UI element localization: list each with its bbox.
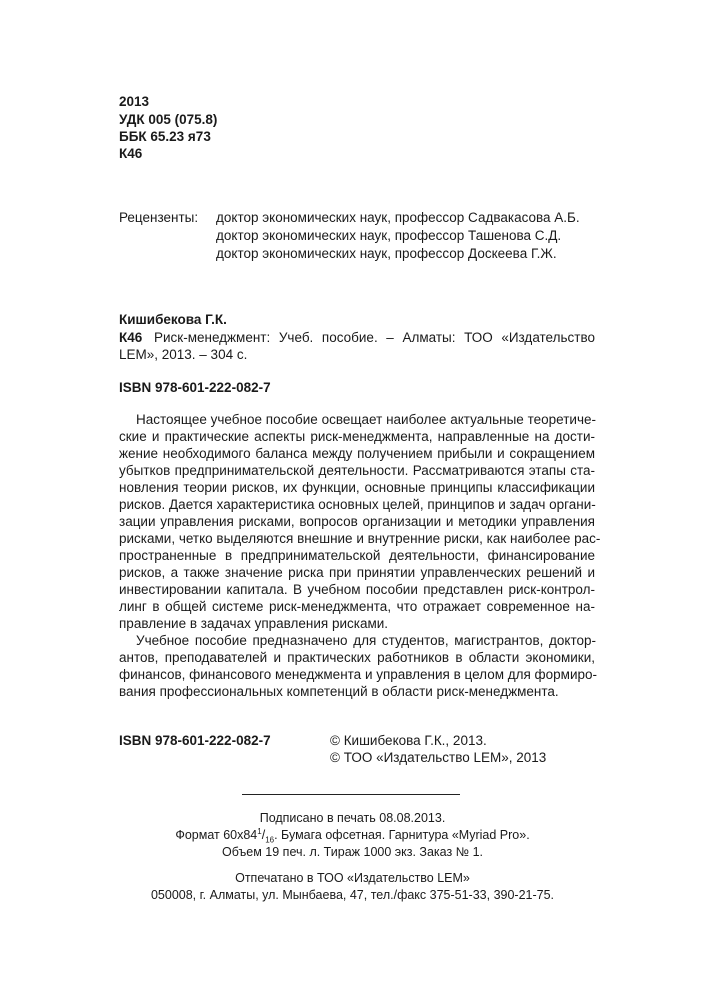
bibliography-code: К46: [119, 330, 143, 345]
author-sign-code: К46: [119, 146, 143, 161]
abstract-line: вания профессиональных компетенций в области риск-менеджмента.: [119, 684, 559, 699]
abstract-line: пространенные в предпринимательской деятельности, финансирование: [119, 548, 595, 563]
reviewer-1: доктор экономических наук, профессор Садвакасова А.Б.: [216, 210, 580, 225]
abstract-line: жение необходимого баланса между получением прибыли и сокращением: [119, 446, 595, 461]
abstract-line: новления теории рисков, их функции, основные принципы классификации: [119, 480, 595, 495]
imprint-signed: Подписано в печать 08.08.2013.: [259, 811, 446, 825]
reviewer-2: доктор экономических наук, профессор Ташенова С.Д.: [216, 228, 562, 243]
abstract-line: рисками, четко выделяются внешние и внутренние риски, как наиболее рас-: [119, 531, 601, 546]
abstract-line: Учебное пособие предназначено для студентов, магистрантов, доктор-: [136, 633, 596, 648]
imprint-format: Формат $60x84^1/_{16}$. Бумага офсетная. Гарнитура «Myriad Pro».: [175, 826, 530, 845]
abstract-line: рисков, а также значение риска при принятии управленческих решений и: [119, 565, 595, 580]
author-name: Кишибекова Г.К.: [119, 312, 227, 327]
bbk-code: ББК 65.23 я73: [119, 129, 211, 144]
abstract-line: рисков. Дается характеристика основных целей, принципов и задач органи-: [119, 497, 596, 512]
udk-code: УДК 005 (075.8): [119, 112, 218, 127]
abstract-line: финансов, финансового менеджмента и управления в целом для формиро-: [119, 667, 598, 682]
isbn-top: ISBN 978-601-222-082-7: [119, 380, 271, 395]
abstract-line: убытков предпринимательской деятельности. Рассматриваются этапы ста-: [119, 463, 595, 478]
bibliography-line-2: LEM», 2013. – 304 с.: [119, 347, 248, 362]
imprint-divider: [242, 794, 460, 795]
imprint-address: 050008, г. Алматы, ул. Мынбаева, 47, тел./факс 375-51-33, 390-21-75.: [150, 888, 555, 902]
isbn-bottom: ISBN 978-601-222-082-7: [119, 733, 271, 748]
abstract-line: правление в задачах управления рисками.: [119, 616, 389, 631]
abstract-line: ские и практические аспекты риск-менеджмента, направленные на дости-: [119, 429, 595, 444]
copyright-author: © Кишибекова Г.К., 2013.: [330, 733, 487, 748]
reviewers-label: Рецензенты:: [119, 210, 199, 225]
abstract-line: линг в общей системе риск-менеджмента, что отражает современное на-: [119, 599, 595, 614]
copyright-publisher: © ТОО «Издательство LEM», 2013: [330, 750, 547, 765]
imprint-printed: Отпечатано в ТОО «Издательство LEM»: [235, 871, 470, 885]
abstract-line: антов, преподавателей и практических работников в области экономики,: [119, 650, 595, 665]
abstract-line: Настоящее учебное пособие освещает наиболее актуальные теоретиче-: [136, 412, 596, 427]
abstract-line: зации управления рисками, вопросов организации и методики управления: [119, 514, 595, 529]
abstract-line: инвестировании капитала. В учебном пособии представлен риск-контрол-: [119, 582, 595, 597]
reviewer-3: доктор экономических наук, профессор Доскеева Г.Ж.: [216, 246, 557, 261]
imprint-volume: Объем 19 печ. л. Тираж 1000 экз. Заказ № 1.: [222, 845, 483, 859]
bibliography-line-1: Риск-менеджмент: Учеб. пособие. – Алматы: ТОО «Издательство: [154, 330, 595, 345]
year: 2013: [119, 94, 150, 109]
